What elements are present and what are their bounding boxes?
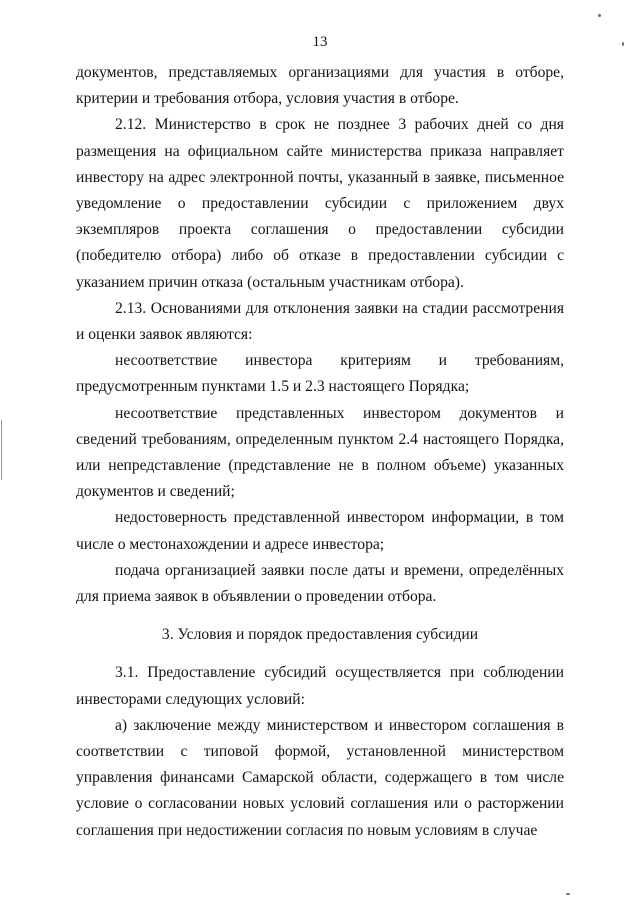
list-item-late-submission: подача организацией заявки после даты и времени, определённых для приема заявок в объявлении о проведении отбора.: [76, 561, 564, 606]
list-item-documents: несоответствие представленных инвестором документов и сведений требованиям, определенным пунктом 2.4 настоящего Порядка, или непредставление (представление не в полном объеме) указанных документов и сведений;: [76, 404, 564, 501]
scan-speck: [622, 42, 624, 46]
section-heading: 3. Условия и порядок предоставления субсидии: [161, 626, 479, 644]
list-item-unreliable-info: недостоверность представленной инвестором информации, в том числе о местонахождении и адресе инвестора;: [76, 509, 564, 553]
paragraph-3-1-a: а) заключение между министерством и инвестором соглашения в соответствии с типовой формой, установленной министерством управления финансами Самарской области, содержащего в том числе условие о согласовании новых условий соглашения или о расторжении соглашения при недостижении согласия по новым условиям в случае: [76, 716, 564, 839]
scan-speck: [566, 893, 570, 895]
scan-speck: [598, 14, 601, 17]
paragraph-3-1: 3.1. Предоставление субсидий осуществляется при соблюдении инвесторами следующих условий:: [76, 664, 564, 708]
paragraph-2-13: 2.13. Основаниями для отклонения заявки на стадии рассмотрения и оценки заявок являются:: [76, 299, 564, 344]
scan-edge-line: [1, 420, 2, 480]
list-item-criteria: несоответствие инвестора критериям и требованиям, предусмотренным пунктами 1.5 и 2.3 настоящего Порядка;: [76, 352, 564, 396]
paragraph-continuation: документов, представляемых организациями для участия в отборе, критерии и требования отбора, условия участия в отборе.: [76, 64, 564, 108]
paragraph-2-12: 2.12. Министерство в срок не позднее 3 рабочих дней со дня размещения на официальном сайте министерства приказа направляет инвестору на адрес электронной почты, указанный в заявке, письменное уведомление о предоставлении субсидии с приложением двух экземпляров проекта соглашения о предоставлении субсидии (победителю отбора) либо об отказе в предоставлении субсидии с указанием причин отказа (остальным участникам отбора).: [76, 116, 564, 291]
page-number: 13: [312, 34, 328, 50]
document-body: [76, 60, 564, 844]
